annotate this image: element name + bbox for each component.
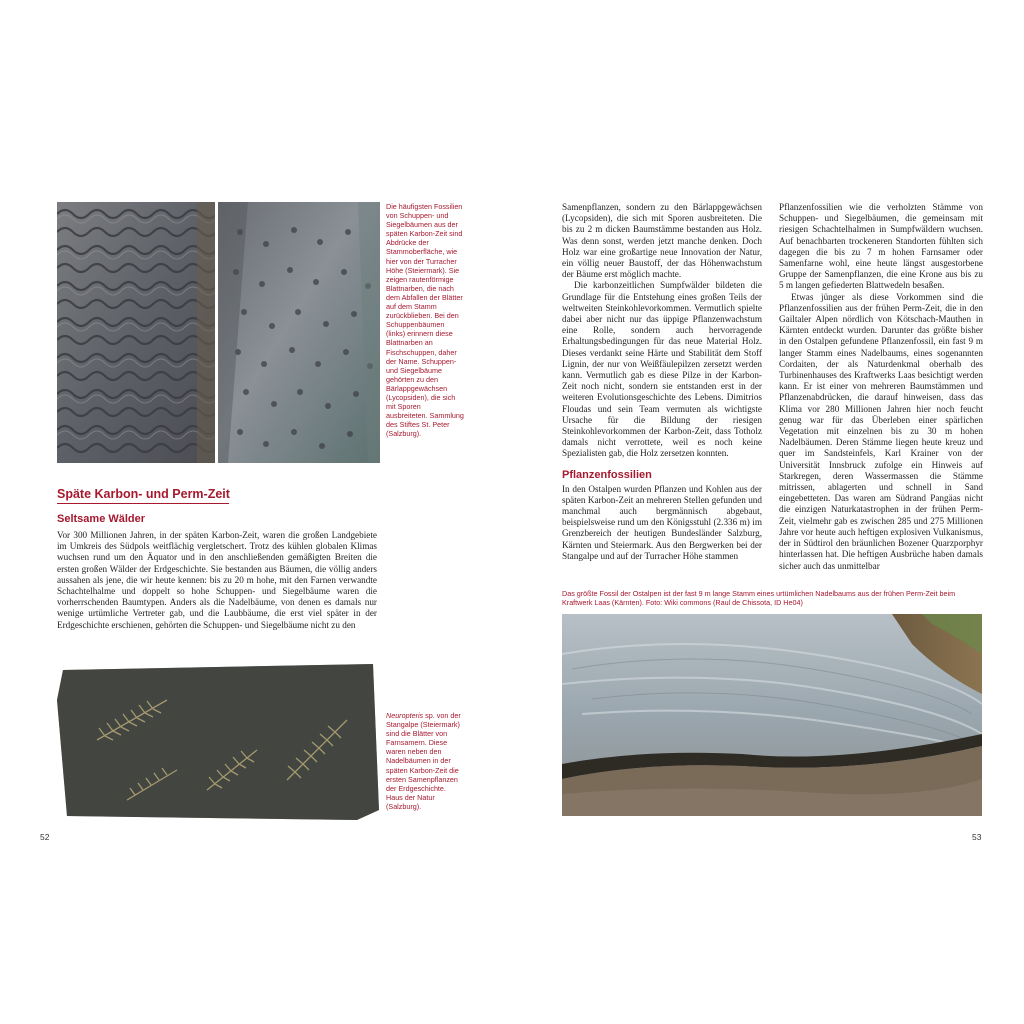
trunk-photo-caption: [562, 589, 982, 607]
right-col1-paragraph-2: Die karbonzeitlichen Sumpfwälder bildeten die Grundlage für die Entstehung eines großen Teils der weltweiten Steinkohlevorkommen. Vermutlich spielte dabei aber nicht nur das üppige Pflanzenwachstum eine Rolle, sondern auch hervorragende Erhaltungsbedingungen für das neue Material Holz. Dieses verdankt seine Härte und Stabilität dem Stoff Lignin, der nur von Weißfäulepilzen zersetzt werden kann. Vermutlich gab es diese Pilze in der Karbon-Zeit noch nicht, sondern sie entstanden erst in der weiteren Evolutionsgeschichte des Lebens. Dimitrios Floudas und sein Team vermuten als wichtigste Ursache für die Bildung der riesigen Steinkohlevorkommen der Karbon-Zeit, dass Totholz damals nicht verrottete, weil es noch keine Spezialisten gab, die Holz zersetzen konnten.: [562, 280, 762, 459]
neuropteris-fossil-photo: [57, 660, 379, 820]
page-number-right-text: 53: [972, 832, 982, 842]
trunk-photo-caption-text: Das größte Fossil der Ostalpen ist der fast 9 m lange Stamm eines urtümlichen Nadelbaums aus der frühen Perm-Zeit beim Kraftwerk Laas (Kärnten). Foto: Wiki commons (Raul de Chissota, ID He04): [562, 589, 956, 608]
pflanzenfossilien-heading: [562, 469, 762, 482]
fossil-caption-bottom-text: sp. von der Stangalpe (Steiermark) sind die Blätter von Farnsamern. Diese waren neben den Nadelbäumen in der späten Karbon-Zeit die ersten Samenpflanzen der Erdgeschichte. Haus der Natur (Salzburg).: [386, 711, 461, 811]
page-number-left: [40, 832, 49, 842]
fossil-caption-top: [386, 202, 464, 438]
fossil-caption-bottom: [386, 711, 464, 811]
fossil-caption-top-text: Die häufigsten Fossilien von Schuppen- und Siegelbäumen aus der späten Karbon-Zeit sind Abdrücke der Stammoberfläche, wie hier von der Turracher Höhe (Steiermark). Sie zeigen rautenförmige Blattnarben, die nach dem Abfallen der Blätter auf dem Stamm zurückblieben. Bei den Schuppenbäumen (links) erinnern diese Blattnarben an Fischschuppen, daher der Name. Schuppen- und Siegelbäume gehörten zu den Bärlappgewächsen (Lycopsiden), die sich mit Sporen ausbreiteten. Sammlung des Stiftes St. Peter (Salzburg).: [386, 202, 464, 439]
page-number-right: [972, 832, 981, 842]
right-col2-paragraph-1: Pflanzenfossilien wie die verholzten Stämme von Schuppen- und Siegelbäumen, die gemeinsam mit riesigen Schachtelhalmen in Sumpfwäldern wuchsen. Auf benachbarten trockeneren Standorten fühlten sich dagegen die bis zu 7 m hohen Farnsamer oder Samenfarne wohl, eine heute längst ausgestorbene Gruppe der Samenpflanzen, die eine Krone aus bis zu 5 m langen gefiederten Blattwedeln besaßen.: [779, 202, 983, 291]
right-column-2: [779, 202, 983, 572]
section-heading-text: Späte Karbon- und Perm-Zeit: [57, 487, 230, 501]
cordaites-trunk-photo: [562, 614, 982, 816]
right-column-1: [562, 202, 762, 562]
section-heading: [57, 487, 229, 504]
subheading-text: Seltsame Wälder: [57, 513, 146, 525]
subheading: [57, 513, 145, 525]
left-body-paragraph: Vor 300 Millionen Jahren, in der späten Karbon-Zeit, waren die großen Landgebiete im Umkreis des Südpols weitflächig vergletschert. Trotz des kühlen globalen Klimas wuchsen rund um den Äquator und in den anschließenden gemäßigten Breiten die ersten großen Wälder der Erdgeschichte. Sie bestanden aus Bäumen, die völlig anders aussahen als jene, die wir heute kennen: bis zu 20 m hohe, mit den Farnen verwandte Schachtelhalme und doppelt so hohe Schuppen- und Siegelbäume waren die vorherrschenden Baumtypen. Anders als die Nadelbäume, von denen es damals nur wenige urtümliche Vertreter gab, und die Laubbäume, die erst viel später in der Erdgeschichte erschienen, gehörten die Schuppen- und Siegelbäume nicht zu den: [57, 530, 377, 630]
caption-genus-name: Neuropteris: [386, 711, 424, 720]
left-body-text: [57, 530, 377, 631]
sigillaria-fossil-photo: [218, 202, 380, 463]
lepidodendron-fossil-photo: [57, 202, 215, 463]
right-col2-paragraph-2: Etwas jünger als diese Vorkommen sind die Pflanzenfossilien aus der frühen Perm-Zeit, die in den Gailtaler Alpen nördlich von Kötschach-Mauthen in Kärnten entdeckt wurden. Darunter das größte bisher in den Ostalpen gefundene Pflanzenfossil, ein fast 9 m langer Stamm eines Nadelbaums, eines sogenannten Cordaiten, der als Naturdenkmal oberhalb des Turbinenhauses des Kraftwerks Laas besichtigt werden kann. Er ist einer von mehreren Baumstämmen und Pflanzenabdrücken, die darauf hinweisen, dass das Klima vor 280 Millionen Jahren hier noch feucht genug war für das Überleben einer spärlichen Vegetation mit einzelnen bis zu 30 m hohen Nadelbäumen. Deren Stämme liegen heute kreuz und quer im Sandsteinfels, Karl Krainer von der Universität Innsbruck zufolge ein Hinweis auf Starkregen, deren Wassermassen die Stämme mitrissen, ablagerten und schnell in Sand eingebetteten. Das waren am Südrand Pangäas nicht die einzigen Naturkatastrophen in der frühen Perm-Zeit, vielmehr gab es zwischen 285 und 275 Millionen Jahre vor heute auch heftigen explosiven Vulkanismus, der in Südtirol den bräunlichen Bozener Quarzporphyr hinterlassen hat. Die heftigen Ausbrüche haben damals sicher auch das unmittelbar: [779, 291, 983, 571]
pflanzenfossilien-heading-text: Pflanzenfossilien: [562, 468, 652, 481]
page-number-left-text: 52: [40, 832, 50, 842]
right-col1-paragraph-3: In den Ostalpen wurden Pflanzen und Kohlen aus der späten Karbon-Zeit an mehreren Stellen gefunden und manchmal auch bergmännisch abgebaut, beispielsweise rund um den Königsstuhl (2.336 m) im Grenzbereich der heutigen Bundesländer Salzburg, Kärnten und Steiermark. Aus den Bergwerken bei der Stangalpe und auf der Turracher Höhe stammen: [562, 483, 762, 561]
right-col1-paragraph-1: Samenpflanzen, sondern zu den Bärlappgewächsen (Lycopsiden), die sich mit Sporen ausbreiteten. Die bis zu 2 m dicken Baumstämme bestanden aus Holz. Was denn sonst, werden jetzt manche denken. Doch Holz war eine großartige neue Innovation der Natur, ein völlig neuer Baustoff, der das Höhenwachstum der Bäume erst möglich machte.: [562, 202, 762, 280]
